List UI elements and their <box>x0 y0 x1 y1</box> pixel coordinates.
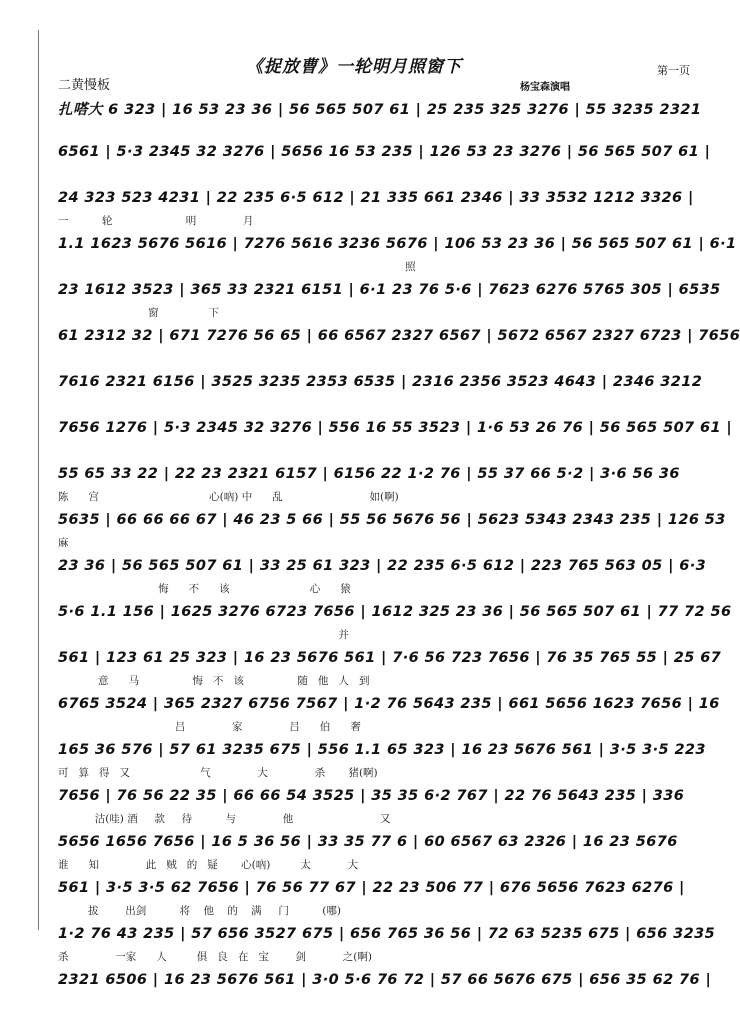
score-line <box>58 834 678 880</box>
score-line <box>58 98 702 144</box>
score-notes: 61 2312 32 | 671 7276 56 65 | 66 6567 2327 6567 | 5672 6567 2327 6723 | 7656 <box>58 328 740 344</box>
score-line <box>58 328 740 374</box>
score-line <box>58 558 707 604</box>
score-line <box>58 282 721 328</box>
score-notes: 5656 1656 7656 | 16 5 36 56 | 33 35 77 6 | 60 6567 63 2326 | 16 23 5676 <box>58 834 678 850</box>
score-line <box>58 374 703 420</box>
score-lyrics: 悔 不 该 心 猿 <box>58 583 351 595</box>
score-lyrics: 窗 下 <box>58 307 220 319</box>
score-lyrics: 意 马 悔 不 该 随 他 人 到 <box>58 675 370 687</box>
score-notes: 7656 1276 | 5·3 2345 32 3276 | 556 16 55 3523 | 1·6 53 26 76 | 56 565 507 61 | <box>58 420 733 436</box>
score-lyrics: 杀 一家 人 俱 良 在 宝 剑 之(啊) <box>58 951 372 963</box>
page-title: 《捉放曹》一轮明月照窗下 <box>246 57 462 77</box>
score-notes: 55 65 33 22 | 22 23 2321 6157 | 6156 22 1·2 76 | 55 37 66 5·2 | 3·6 56 36 <box>58 466 680 482</box>
score-lyrics: 麻 <box>58 537 69 549</box>
score-line <box>58 880 685 926</box>
mode-label: 二黄慢板 <box>58 78 111 93</box>
score-line <box>58 972 712 1018</box>
score-line <box>58 420 733 466</box>
score-notes: 5635 | 66 66 66 67 | 46 23 5 66 | 55 56 5676 56 | 5623 5343 2343 235 | 126 53 <box>58 512 726 528</box>
score-line <box>58 190 694 236</box>
page-number: 第一页 <box>657 64 690 77</box>
score-line <box>58 144 711 190</box>
score-lyrics: 沽(哇) 酒 款 待 与 他 又 <box>58 813 391 825</box>
score-notes: 561 | 123 61 25 323 | 16 23 5676 561 | 7·6 56 723 7656 | 76 35 765 55 | 25 67 <box>58 650 722 666</box>
score-lyrics: 照 <box>58 261 416 273</box>
score-lyrics: 拔 出剑 将 他 的 满 门 (哪) <box>58 905 341 917</box>
score-lyrics: 吕 家 吕 伯 奢 <box>58 721 361 733</box>
score-line <box>58 512 726 558</box>
score-line <box>58 788 685 834</box>
score-lyrics: 并 <box>58 629 349 641</box>
singer-credit: 杨宝森演唱 <box>520 82 570 93</box>
score-notes: 1.1 1623 5676 5616 | 7276 5616 3236 5676 | 106 53 23 36 | 56 565 507 61 | 6·1 <box>58 236 737 252</box>
score-line <box>58 696 720 742</box>
score-notes: 7656 | 76 56 22 35 | 66 66 54 3525 | 35 35 6·2 767 | 22 76 5643 235 | 336 <box>58 788 685 804</box>
score-notes: 6765 3524 | 365 2327 6756 7567 | 1·2 76 5643 235 | 661 5656 1623 7656 | 16 <box>58 696 720 712</box>
score-line <box>58 604 732 650</box>
jianpu-score <box>58 98 740 1018</box>
score-notes: 165 36 576 | 57 61 3235 675 | 556 1.1 65 323 | 16 23 5676 561 | 3·5 3·5 223 <box>58 742 706 758</box>
score-notes: 1·2 76 43 235 | 57 656 3527 675 | 656 765 36 56 | 72 63 5235 675 | 656 3235 <box>58 926 716 942</box>
score-lyrics: 一 轮 明 月 <box>58 215 254 227</box>
score-lyrics: 可 算 得 又 气 大 杀 猪(啊) <box>58 767 378 779</box>
score-lyrics: 谁 知 此 贼 的 疑 心(吶) 太 大 <box>58 859 359 871</box>
margin-line <box>38 30 39 930</box>
score-line <box>58 466 680 512</box>
score-notes: 561 | 3·5 3·5 62 7656 | 76 56 77 67 | 22 23 506 77 | 676 5656 7623 6276 | <box>58 880 685 896</box>
score-notes: 2321 6506 | 16 23 5676 561 | 3·0 5·6 76 72 | 57 66 5676 675 | 656 35 62 76 | <box>58 972 712 988</box>
score-line <box>58 236 737 282</box>
score-notes: 7616 2321 6156 | 3525 3235 2353 6535 | 2316 2356 3523 4643 | 2346 3212 <box>58 374 703 390</box>
score-notes: 6561 | 5·3 2345 32 3276 | 5656 16 53 235 | 126 53 23 3276 | 56 565 507 61 | <box>58 144 711 160</box>
score-notes: 23 1612 3523 | 365 33 2321 6151 | 6·1 23 76 5·6 | 7623 6276 5765 305 | 6535 <box>58 282 721 298</box>
score-line <box>58 926 716 972</box>
score-notes: 23 36 | 56 565 507 61 | 33 25 61 323 | 22 235 6·5 612 | 223 765 563 05 | 6·3 <box>58 558 707 574</box>
score-lyrics: 陈 宫 心(吶) 中 乱 如(啊) <box>58 491 399 503</box>
score-notes: 5·6 1.1 156 | 1625 3276 6723 7656 | 1612 325 23 36 | 56 565 507 61 | 77 72 56 <box>58 604 732 620</box>
score-notes: 扎嗒大 6 323 | 16 53 23 36 | 56 565 507 61 | 25 235 325 3276 | 55 3235 2321 <box>58 102 702 118</box>
score-line <box>58 742 706 788</box>
score-notes: 24 323 523 4231 | 22 235 6·5 612 | 21 335 661 2346 | 33 3532 1212 3326 | <box>58 190 694 206</box>
score-line <box>58 650 722 696</box>
